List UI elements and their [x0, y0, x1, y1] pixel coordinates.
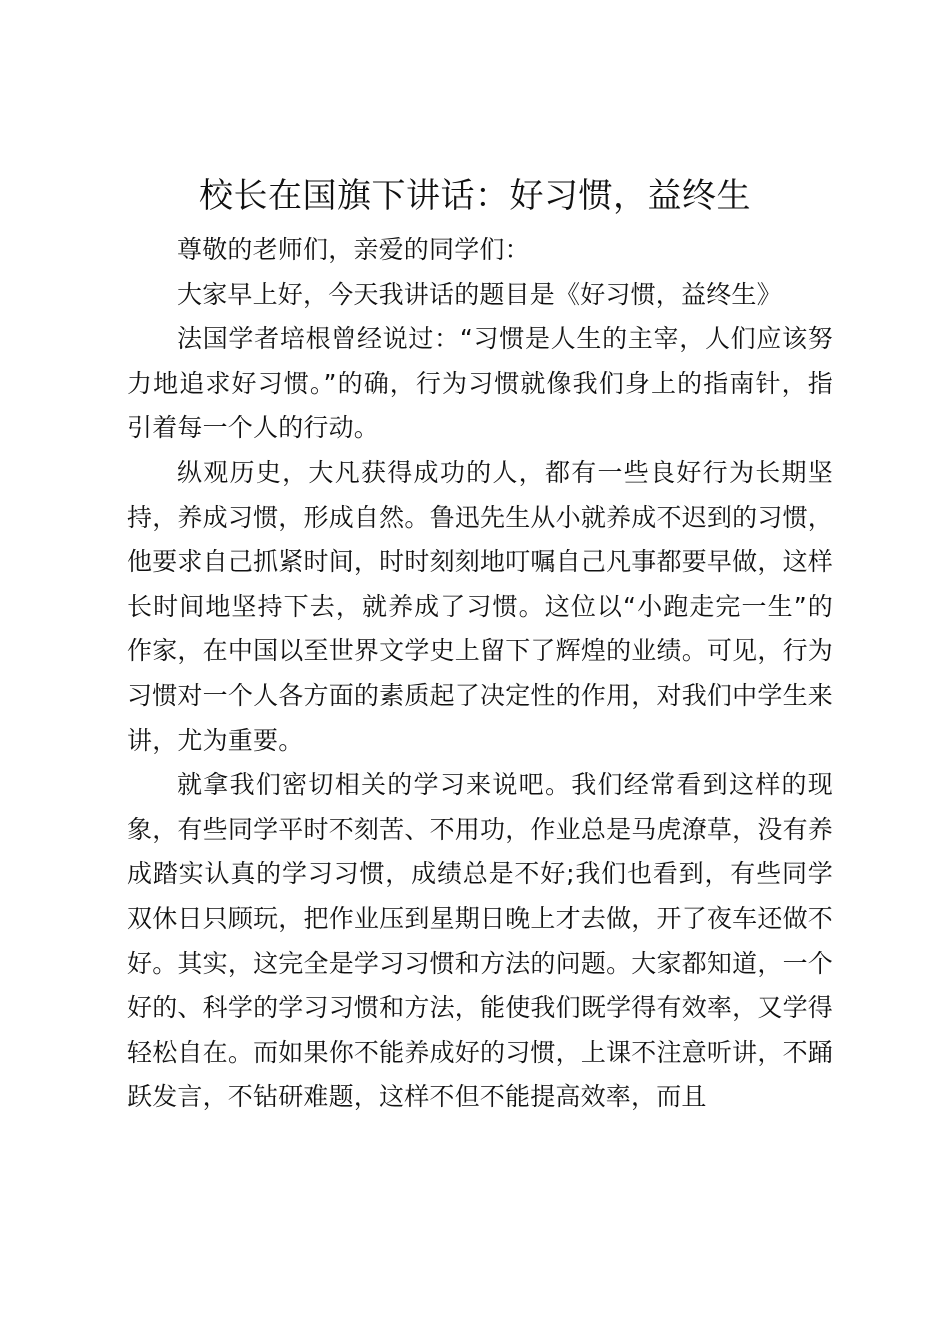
- paragraph-greeting: 大家早上好，今天我讲话的题目是《好习惯，益终生》: [177, 279, 782, 309]
- paragraph-bacon-quote: 法国学者培根曾经说过：“习惯是人生的主宰，人们应该努力地追求好习惯。”的确，行为习惯就像我们身上的指南针，指引着每一个人的行动。: [127, 324, 833, 443]
- document-title: 校长在国旗下讲话：好习惯，益终生: [199, 176, 751, 216]
- paragraph-salutation: 尊敬的老师们，亲爱的同学们：: [177, 235, 530, 264]
- paragraph-history: 纵观历史，大凡获得成功的人，都有一些良好行为长期坚持，养成习惯，形成自然。鲁迅先生从小就养成不迟到的习惯，他要求自己抓紧时间，时时刻刻地叮嘱自己凡事都要早做，这样长时间地坚持下去，就养成了习惯。这位以“小跑走完一生”的作家，在中国以至世界文学史上留下了辉煌的业绩。可见，行为习惯对一个人各方面的素质起了决定性的作用，对我们中学生来讲，尤为重要。: [127, 457, 833, 755]
- paragraph-study-habits: 就拿我们密切相关的学习来说吧。我们经常看到这样的现象，有些同学平时不刻苦、不用功，作业总是马虎潦草，没有养成踏实认真的学习习惯，成绩总是不好;我们也看到，有些同学双休日只顾玩，把作业压到星期日晚上才去做，开了夜车还做不好。其实，这完全是学习习惯和方法的问题。大家都知道，一个好的、科学的学习习惯和方法，能使我们既学得有效率，又学得轻松自在。而如果你不能养成好的习惯，上课不注意听讲，不踊跃发言，不钻研难题，这样不但不能提高效率，而且: [127, 770, 833, 1112]
- document-body: [127, 228, 833, 1120]
